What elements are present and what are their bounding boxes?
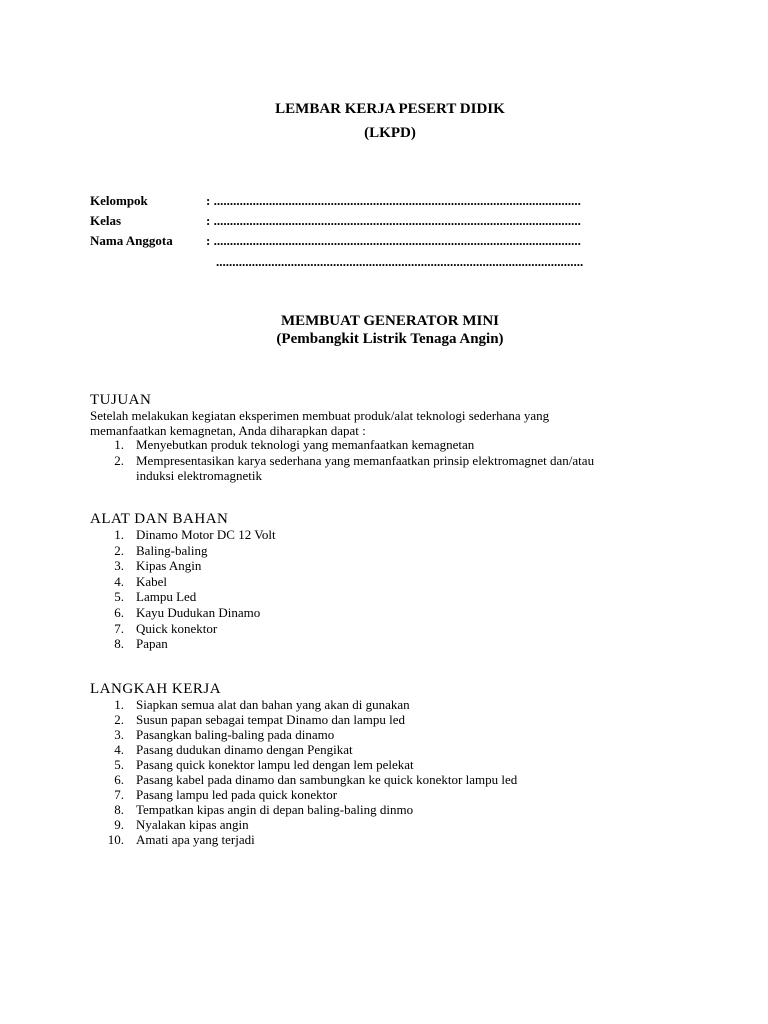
tujuan-intro-line-2: memanfaatkan kemagnetan, Anda diharapkan dapat : <box>90 423 366 438</box>
list-item-number: 4. <box>114 573 124 589</box>
list-item-text: Nyalakan kipas angin <box>136 817 249 832</box>
field-label-nama-anggota: Nama Anggota <box>90 233 173 248</box>
list-item <box>100 727 720 742</box>
list-item-text-continued: induksi elektromagnetik <box>136 468 263 484</box>
list-item <box>100 817 720 832</box>
list-item-text: Siapkan semua alat dan bahan yang akan di gunakan <box>136 697 410 712</box>
field-blank-kelompok: : ................................................................................................................. <box>206 193 581 208</box>
list-item-text: Pasang quick konektor lampu led dengan lem pelekat <box>136 757 414 772</box>
list-item <box>100 697 720 712</box>
document-title: LEMBAR KERJA PESERT DIDIK <box>275 101 505 117</box>
list-item <box>100 712 720 727</box>
list-item-number: 5. <box>114 757 124 772</box>
list-item <box>100 621 700 637</box>
field-blank-nama-anggota-continued: ................................................................................................................. <box>216 254 584 269</box>
list-item-number: 8. <box>114 802 124 817</box>
list-item <box>100 605 700 621</box>
project-subtitle: (Pembangkit Listrik Tenaga Angin) <box>276 331 504 347</box>
list-item-number: 1. <box>114 697 124 712</box>
list-item <box>100 772 720 787</box>
list-item <box>100 636 700 652</box>
list-item-number: 5. <box>114 589 124 605</box>
list-item-number: 4. <box>114 742 124 757</box>
field-blank-kelas: : ................................................................................................................. <box>206 213 581 228</box>
list-item-number: 2. <box>114 452 124 468</box>
list-item-number: 6. <box>114 604 124 620</box>
list-item-text: Menyebutkan produk teknologi yang memanfaatkan kemagnetan <box>136 437 475 452</box>
section-heading-alat-dan-bahan: ALAT DAN BAHAN <box>90 511 229 527</box>
section-heading-tujuan: TUJUAN <box>90 392 152 408</box>
tujuan-list <box>100 437 700 484</box>
list-item-text: Kipas Angin <box>136 558 202 574</box>
alat-bahan-list <box>100 527 700 652</box>
list-item <box>100 802 720 817</box>
list-item-text: Tempatkan kipas angin di depan baling-baling dinmo <box>136 802 414 817</box>
list-item-number: 1. <box>114 527 124 542</box>
list-item-text: Pasangkan baling-baling pada dinamo <box>136 727 335 742</box>
field-blank-nama-anggota: : ................................................................................................................. <box>206 233 581 248</box>
list-item-number: 7. <box>114 620 124 636</box>
list-item-text: Pasang dudukan dinamo dengan Pengikat <box>136 742 353 757</box>
list-item-text: Pasang kabel pada dinamo dan sambungkan ke quick konektor lampu led <box>136 772 518 787</box>
list-item <box>100 437 700 453</box>
list-item-number: 9. <box>114 817 124 832</box>
list-item-text: Pasang lampu led pada quick konektor <box>136 787 338 802</box>
list-item-text: Kayu Dudukan Dinamo <box>136 604 261 620</box>
list-item-number: 1. <box>114 437 124 452</box>
list-item <box>100 742 720 757</box>
list-item <box>100 558 700 574</box>
list-item-number: 3. <box>114 727 124 742</box>
langkah-kerja-list <box>100 697 720 847</box>
list-item-text: Amati apa yang terjadi <box>136 832 255 847</box>
list-item <box>100 543 700 559</box>
list-item-number: 6. <box>114 772 124 787</box>
list-item-text: Kabel <box>136 573 168 589</box>
list-item <box>100 589 700 605</box>
list-item-text: Papan <box>136 636 168 652</box>
list-item <box>100 574 700 590</box>
project-title: MEMBUAT GENERATOR MINI <box>280 313 500 329</box>
field-label-kelas: Kelas <box>90 213 122 228</box>
tujuan-intro-line-1: Setelah melakukan kegiatan eksperimen membuat produk/alat teknologi sederhana yang <box>90 408 550 423</box>
list-item <box>100 787 720 802</box>
field-label-kelompok: Kelompok <box>90 193 148 208</box>
list-item-number: 3. <box>114 558 124 574</box>
list-item-text: Dinamo Motor DC 12 Volt <box>136 527 276 542</box>
list-item <box>100 527 700 543</box>
list-item <box>100 832 720 847</box>
list-item-text: Baling-baling <box>136 542 208 558</box>
list-item-number: 7. <box>114 787 124 802</box>
list-item-text: Quick konektor <box>136 620 218 636</box>
list-item-number: 10. <box>107 832 124 847</box>
list-item-text: Mempresentasikan karya sederhana yang memanfaatkan prinsip elektromagnet dan/atau <box>136 452 595 468</box>
list-item <box>100 453 700 484</box>
list-item-text: Lampu Led <box>136 589 197 605</box>
list-item-text: Susun papan sebagai tempat Dinamo dan lampu led <box>136 712 405 727</box>
section-heading-langkah-kerja: LANGKAH KERJA <box>90 681 222 697</box>
list-item <box>100 757 720 772</box>
document-subtitle: (LKPD) <box>364 125 416 141</box>
list-item-number: 8. <box>114 636 124 652</box>
list-item-number: 2. <box>114 542 124 558</box>
list-item-number: 2. <box>114 712 124 727</box>
